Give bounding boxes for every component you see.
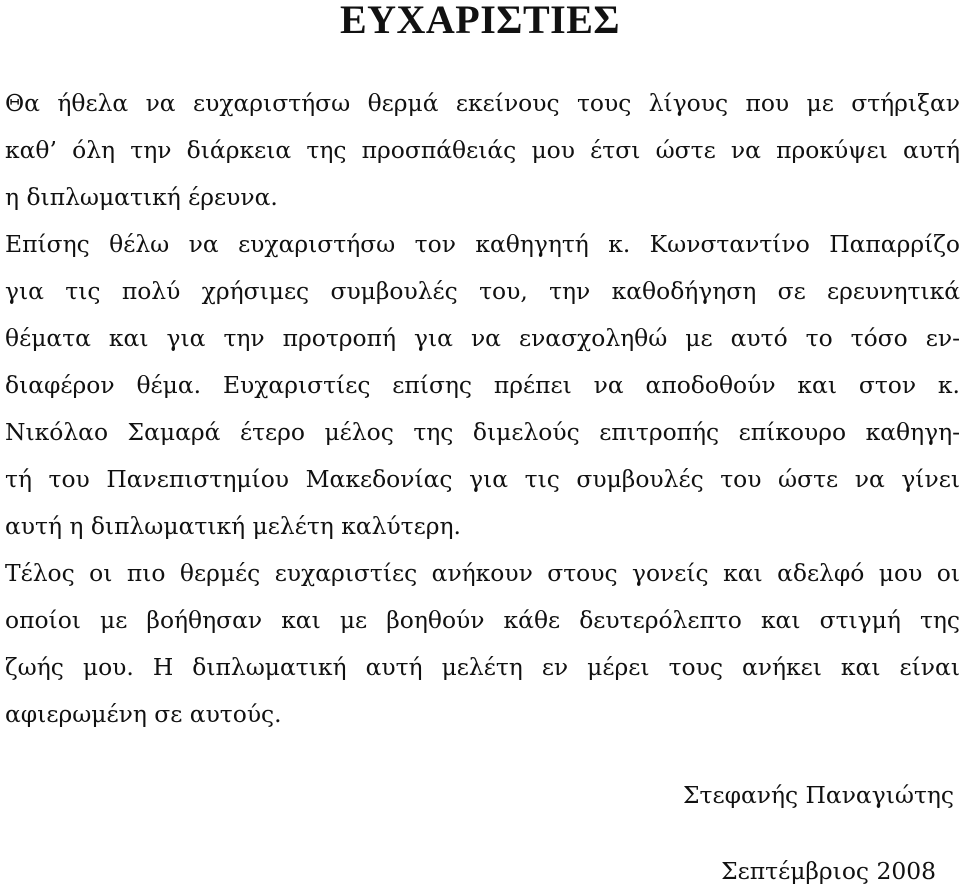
author-signature: Στεφανής Παναγιώτης (682, 781, 954, 809)
document-date: Σεπτέμβριος 2008 (721, 857, 936, 885)
body-line: Νικόλαο Σαμαρά έτερο μέλος της διμελούς επιτροπής επίκουρο καθηγη- (5, 418, 960, 446)
body-line: η διπλωματική έρευνα. (5, 183, 278, 211)
body-line: τή του Πανεπιστημίου Μακεδονίας για τις συμβουλές του ώστε να γίνει (5, 465, 960, 493)
body-line: αυτή η διπλωματική μελέτη καλύτερη. (5, 512, 461, 540)
page-title: ΕΥΧΑΡΙΣΤΙΕΣ (339, 0, 621, 42)
body-line: για τις πολύ χρήσιμες συμβουλές του, την καθοδήγηση σε ερευνητικά (5, 277, 960, 305)
body-line: Επίσης θέλω να ευχαριστήσω τον καθηγητή κ. Κωνσταντίνο Παπαρρίζο (5, 230, 960, 258)
body-line: οποίοι με βοήθησαν και με βοηθούν κάθε δευτερόλεπτο και στιγμή της (5, 606, 960, 634)
body-line: αφιερωμένη σε αυτούς. (5, 700, 282, 728)
body-line: θέματα και για την προτροπή για να ενασχοληθώ με αυτό το τόσο εν- (5, 324, 960, 352)
body-line: καθ’ όλη την διάρκεια της προσπάθειάς μου έτσι ώστε να προκύψει αυτή (5, 136, 960, 164)
body-line: ζωής μου. Η διπλωματική αυτή μελέτη εν μέρει τους ανήκει και είναι (5, 653, 960, 681)
acknowledgements-body (5, 80, 960, 738)
body-line: Τέλος οι πιο θερμές ευχαριστίες ανήκουν στους γονείς και αδελφό μου οι (5, 559, 960, 587)
body-line: Θα ήθελα να ευχαριστήσω θερμά εκείνους τους λίγους που με στήριξαν (5, 89, 960, 117)
body-line: διαφέρον θέμα. Ευχαριστίες επίσης πρέπει να αποδοθούν και στον κ. (5, 371, 960, 399)
